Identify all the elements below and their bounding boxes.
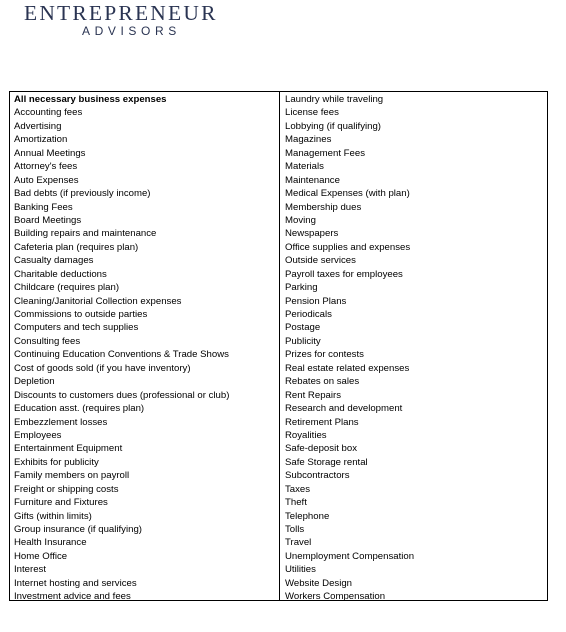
- expense-item: Office supplies and expenses: [285, 241, 411, 253]
- expense-item: Laundry while traveling: [285, 94, 384, 105]
- expense-item: Cafeteria plan (requires plan): [14, 241, 139, 253]
- expense-item: Parking: [285, 282, 318, 294]
- expense-item: Unemployment Compensation: [285, 550, 415, 562]
- expense-item: Cost of goods sold (if you have inventory): [14, 362, 191, 374]
- expense-item: Membership dues: [285, 201, 362, 213]
- expense-item: Postage: [285, 322, 321, 334]
- expense-item: Exhibits for publicity: [14, 456, 99, 468]
- expense-item: Tolls: [285, 524, 305, 535]
- expense-item: Publicity: [285, 335, 321, 347]
- expense-item: Health Insurance: [14, 537, 87, 549]
- expense-item: Materials: [285, 161, 324, 173]
- expense-item: Safe Storage rental: [285, 456, 368, 468]
- expense-item: Research and development: [285, 403, 403, 415]
- expense-item: Utilities: [285, 564, 316, 576]
- expense-item: Prizes for contests: [285, 349, 364, 361]
- expense-item: Interest: [14, 564, 46, 576]
- expense-item: Gifts (within limits): [14, 510, 92, 522]
- expenses-column-right: [280, 92, 547, 603]
- expense-item: License fees: [285, 107, 339, 119]
- expense-item: Travel: [285, 537, 312, 549]
- expense-item: Family members on payroll: [14, 470, 130, 482]
- company-logo: [24, 2, 244, 38]
- expense-item: Maintenance: [285, 174, 340, 186]
- expense-item: Embezzlement losses: [14, 416, 108, 428]
- expense-item: Internet hosting and services: [14, 577, 137, 589]
- expense-item: Theft: [285, 497, 307, 509]
- expense-item: Bad debts (if previously income): [14, 188, 151, 200]
- expense-item: Furniture and Fixtures: [14, 497, 108, 509]
- expense-item: Telephone: [285, 510, 330, 522]
- expense-item: Management Fees: [285, 147, 365, 159]
- expense-item: Workers Compensation: [285, 591, 386, 603]
- expenses-column-left: [10, 92, 280, 603]
- expense-item: Childcare (requires plan): [14, 282, 120, 294]
- expense-item: Casualty damages: [14, 255, 94, 267]
- logo-wordmark-main: ENTREPRENEUR: [24, 1, 218, 25]
- expense-item: Cleaning/Janitorial Collection expenses: [14, 295, 182, 307]
- expense-item: Rebates on sales: [285, 376, 360, 388]
- expense-item: Board Meetings: [14, 214, 82, 226]
- expense-item: Subcontractors: [285, 470, 350, 482]
- expense-item: Computers and tech supplies: [14, 322, 139, 334]
- expense-item: Royalities: [285, 429, 327, 441]
- expense-item: Group insurance (if qualifying): [14, 524, 142, 535]
- expense-item: Auto Expenses: [14, 174, 79, 186]
- expense-item: Website Design: [285, 577, 353, 589]
- expense-item: Home Office: [14, 550, 68, 562]
- expense-item: Amortization: [14, 134, 68, 146]
- expense-item: Depletion: [14, 376, 55, 388]
- business-expenses-table: [9, 91, 548, 601]
- expense-item: Periodicals: [285, 309, 332, 320]
- expense-item: Advertising: [14, 120, 62, 132]
- expense-item: Moving: [285, 214, 316, 226]
- expense-item: Annual Meetings: [14, 147, 86, 159]
- expense-item: Continuing Education Conventions & Trade Shows: [14, 349, 229, 361]
- expense-item: Building repairs and maintenance: [14, 228, 157, 240]
- expense-item: Retirement Plans: [285, 416, 359, 428]
- expense-item: Magazines: [285, 134, 332, 146]
- expense-item: Real estate related expenses: [285, 362, 410, 374]
- expense-item: Payroll taxes for employees: [285, 268, 403, 280]
- expense-item: Rent Repairs: [285, 389, 341, 401]
- expense-item: Charitable deductions: [14, 268, 107, 280]
- expense-item: Pension Plans: [285, 295, 347, 307]
- expense-item: Entertainment Equipment: [14, 443, 123, 455]
- expense-item: Outside services: [285, 255, 356, 267]
- expense-item: Investment advice and fees: [14, 591, 131, 603]
- expense-item: Commissions to outside parties: [14, 309, 148, 320]
- expense-item: Discounts to customers dues (professional or club): [14, 389, 230, 401]
- expense-item: Consulting fees: [14, 335, 81, 347]
- expense-item: Attorney's fees: [14, 161, 78, 173]
- expense-item: Medical Expenses (with plan): [285, 188, 410, 200]
- expense-item: Newspapers: [285, 228, 339, 240]
- expense-item: Taxes: [285, 483, 311, 495]
- expense-item: Education asst. (requires plan): [14, 403, 145, 415]
- logo-wordmark-sub: ADVISORS: [82, 24, 181, 38]
- expense-item: Freight or shipping costs: [14, 483, 119, 495]
- table-header-cell: All necessary business expenses: [14, 94, 167, 105]
- expense-item: Employees: [14, 429, 62, 441]
- expense-item: Safe-deposit box: [285, 443, 357, 455]
- expense-item: Lobbying (if qualifying): [285, 120, 381, 132]
- expense-item: Banking Fees: [14, 201, 73, 213]
- expense-item: Accounting fees: [14, 107, 83, 119]
